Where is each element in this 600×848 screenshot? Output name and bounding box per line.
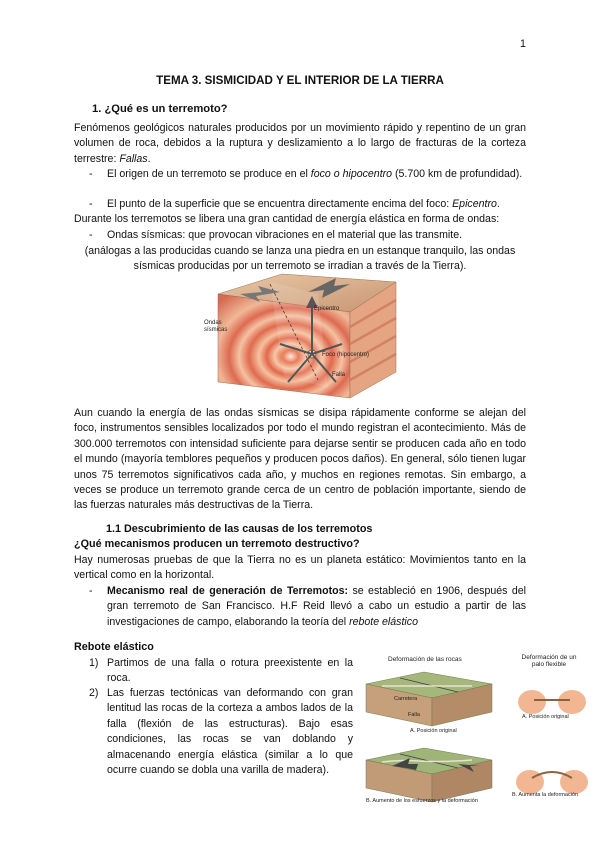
earthquake-diagram	[200, 272, 400, 400]
figure-label-ondas: Ondas sísmicas	[204, 320, 228, 333]
figure-label-epicentro: Epicentro	[314, 306, 340, 312]
subsection-heading: 1.1 Descubrimiento de las causas de los terremotos	[106, 523, 373, 535]
intro-text: Fenómenos geológicos naturales producidos por un movimiento rápido y repentino de un gran volumen de roca, debidos a la ruptura y deslizamiento a lo largo de fracturas de la corteza terrestre:	[74, 122, 526, 165]
section-heading: 1. ¿Qué es un terremoto?	[92, 103, 228, 115]
list-text: Partimos de una falla o rotura preexistente en la roca.	[107, 657, 353, 685]
figure-label-falla: Falla	[332, 372, 346, 378]
bullet-text: (5.700 km de profundidad).	[395, 168, 523, 180]
bullet-dash: -	[89, 229, 93, 241]
figure-label-falla: Falla	[408, 712, 420, 718]
earthquake-figure	[200, 272, 400, 400]
list-number: 1)	[89, 657, 99, 669]
intro-paragraph: Fenómenos geológicos naturales producidos por un movimiento rápido y repentino de un gran volumen de roca, debidos a la ruptura y deslizamiento a lo largo de fracturas de la corteza terrestre: Fallas.	[74, 122, 526, 165]
rebote-diagram	[362, 668, 590, 808]
list-number: 2)	[89, 687, 99, 699]
bullet-text: Ondas sísmicas: que provocan vibraciones en el material que las transmite.	[107, 229, 463, 241]
bullet-dash: -	[89, 198, 93, 210]
subsection-text: Hay numerosas pruebas de que la Tierra no es un planeta estático: Movimientos tanto en la vertical como en la horizontal.	[74, 554, 526, 582]
bullet-dash: -	[89, 585, 93, 597]
figure-label-carretera: Carretera	[394, 696, 418, 702]
list-text: Las fuerzas tectónicas van deformando con gran lentitud las rocas de la corteza a ambos lados de la falla (flexión de las estructuras). Bajo esas condiciones, las rocas se van doblando y almacenando energía elástica (similar a lo que ocurre cuando se dobla una varilla de madera).	[107, 687, 353, 777]
figure-label-foco: Foco (hipocentro)	[322, 352, 370, 358]
rebote-figure	[362, 652, 590, 808]
caption-a-rod: A. Posición original	[522, 714, 569, 720]
bullet-text: se estableció en 1906, después del gran terremoto de San Francisco. H.F Reid llevó a cabo un estudio a partir de las investigaciones de campo, elaborando la teoría del	[107, 585, 526, 628]
bullet-bold: Mecanismo real de generación de Terremotos:	[107, 585, 348, 597]
bullet-dash: -	[89, 168, 93, 180]
energy-line: Durante los terremotos se libera una gran cantidad de energía elástica en forma de ondas:	[74, 213, 500, 225]
figure-title-rocks: Deformación de las rocas	[388, 656, 462, 663]
page-title: TEMA 3. SISMICIDAD Y EL INTERIOR DE LA TIERRA	[156, 74, 444, 87]
bullet-emphasis: Epicentro	[452, 198, 497, 210]
caption-b-rocks: B. Aumento de los esfuerzos y la deformación	[366, 798, 478, 804]
list-item	[89, 656, 353, 687]
intro-emphasis: Fallas	[119, 152, 148, 165]
page-number: 1	[520, 38, 526, 50]
bullet-text: El origen de un terremoto se produce en el	[107, 168, 308, 180]
bullet-emphasis: foco o hipocentro	[310, 168, 393, 180]
list-item: - El punto de la superficie que se encuentra directamente encima del foco: Epicentro.	[89, 197, 526, 212]
list-item	[89, 686, 353, 778]
list-item	[89, 584, 526, 630]
figure-title-rod: Deformación de un palo flexible	[521, 654, 577, 668]
caption-a-rocks: A. Posición original	[410, 728, 457, 734]
rebote-heading: Rebote elástico	[74, 641, 154, 653]
bullet-text: El punto de la superficie que se encuentra directamente encima del foco:	[107, 198, 450, 210]
caption-b-rod: B. Aumenta la deformación	[512, 792, 579, 798]
main-paragraph: Aun cuando la energía de las ondas sísmicas se disipa rápidamente conforme se alejan del foco, instrumentos sensibles localizados por todo el mundo registran el acontecimiento. Más de 300.000 terremotos con intensidad suficiente para dejarse sentir se producen cada año en todo el mundo (mayoría temblores pequeños y producen pocos daños). En general, sólo tienen lugar unos 75 terremotos significativos cada año, y muchos en regiones remotas. Sin embargo, a veces se produce un terremoto grande cerca de un centro de población importante, siendo de las fuerzas naturales más destructivas de la Tierra.	[74, 407, 526, 512]
list-item	[89, 228, 526, 243]
list-item	[89, 167, 526, 182]
analogy-text: (análogas a las producidas cuando se lanza una piedra en un estanque tranquilo, las ondas sísmicas producidas por un terremoto se irradian a través de la Tierra).	[84, 245, 516, 273]
bullet-emphasis: rebote elástico	[349, 615, 418, 628]
subsection-question: ¿Qué mecanismos producen un terremoto destructivo?	[74, 538, 360, 550]
